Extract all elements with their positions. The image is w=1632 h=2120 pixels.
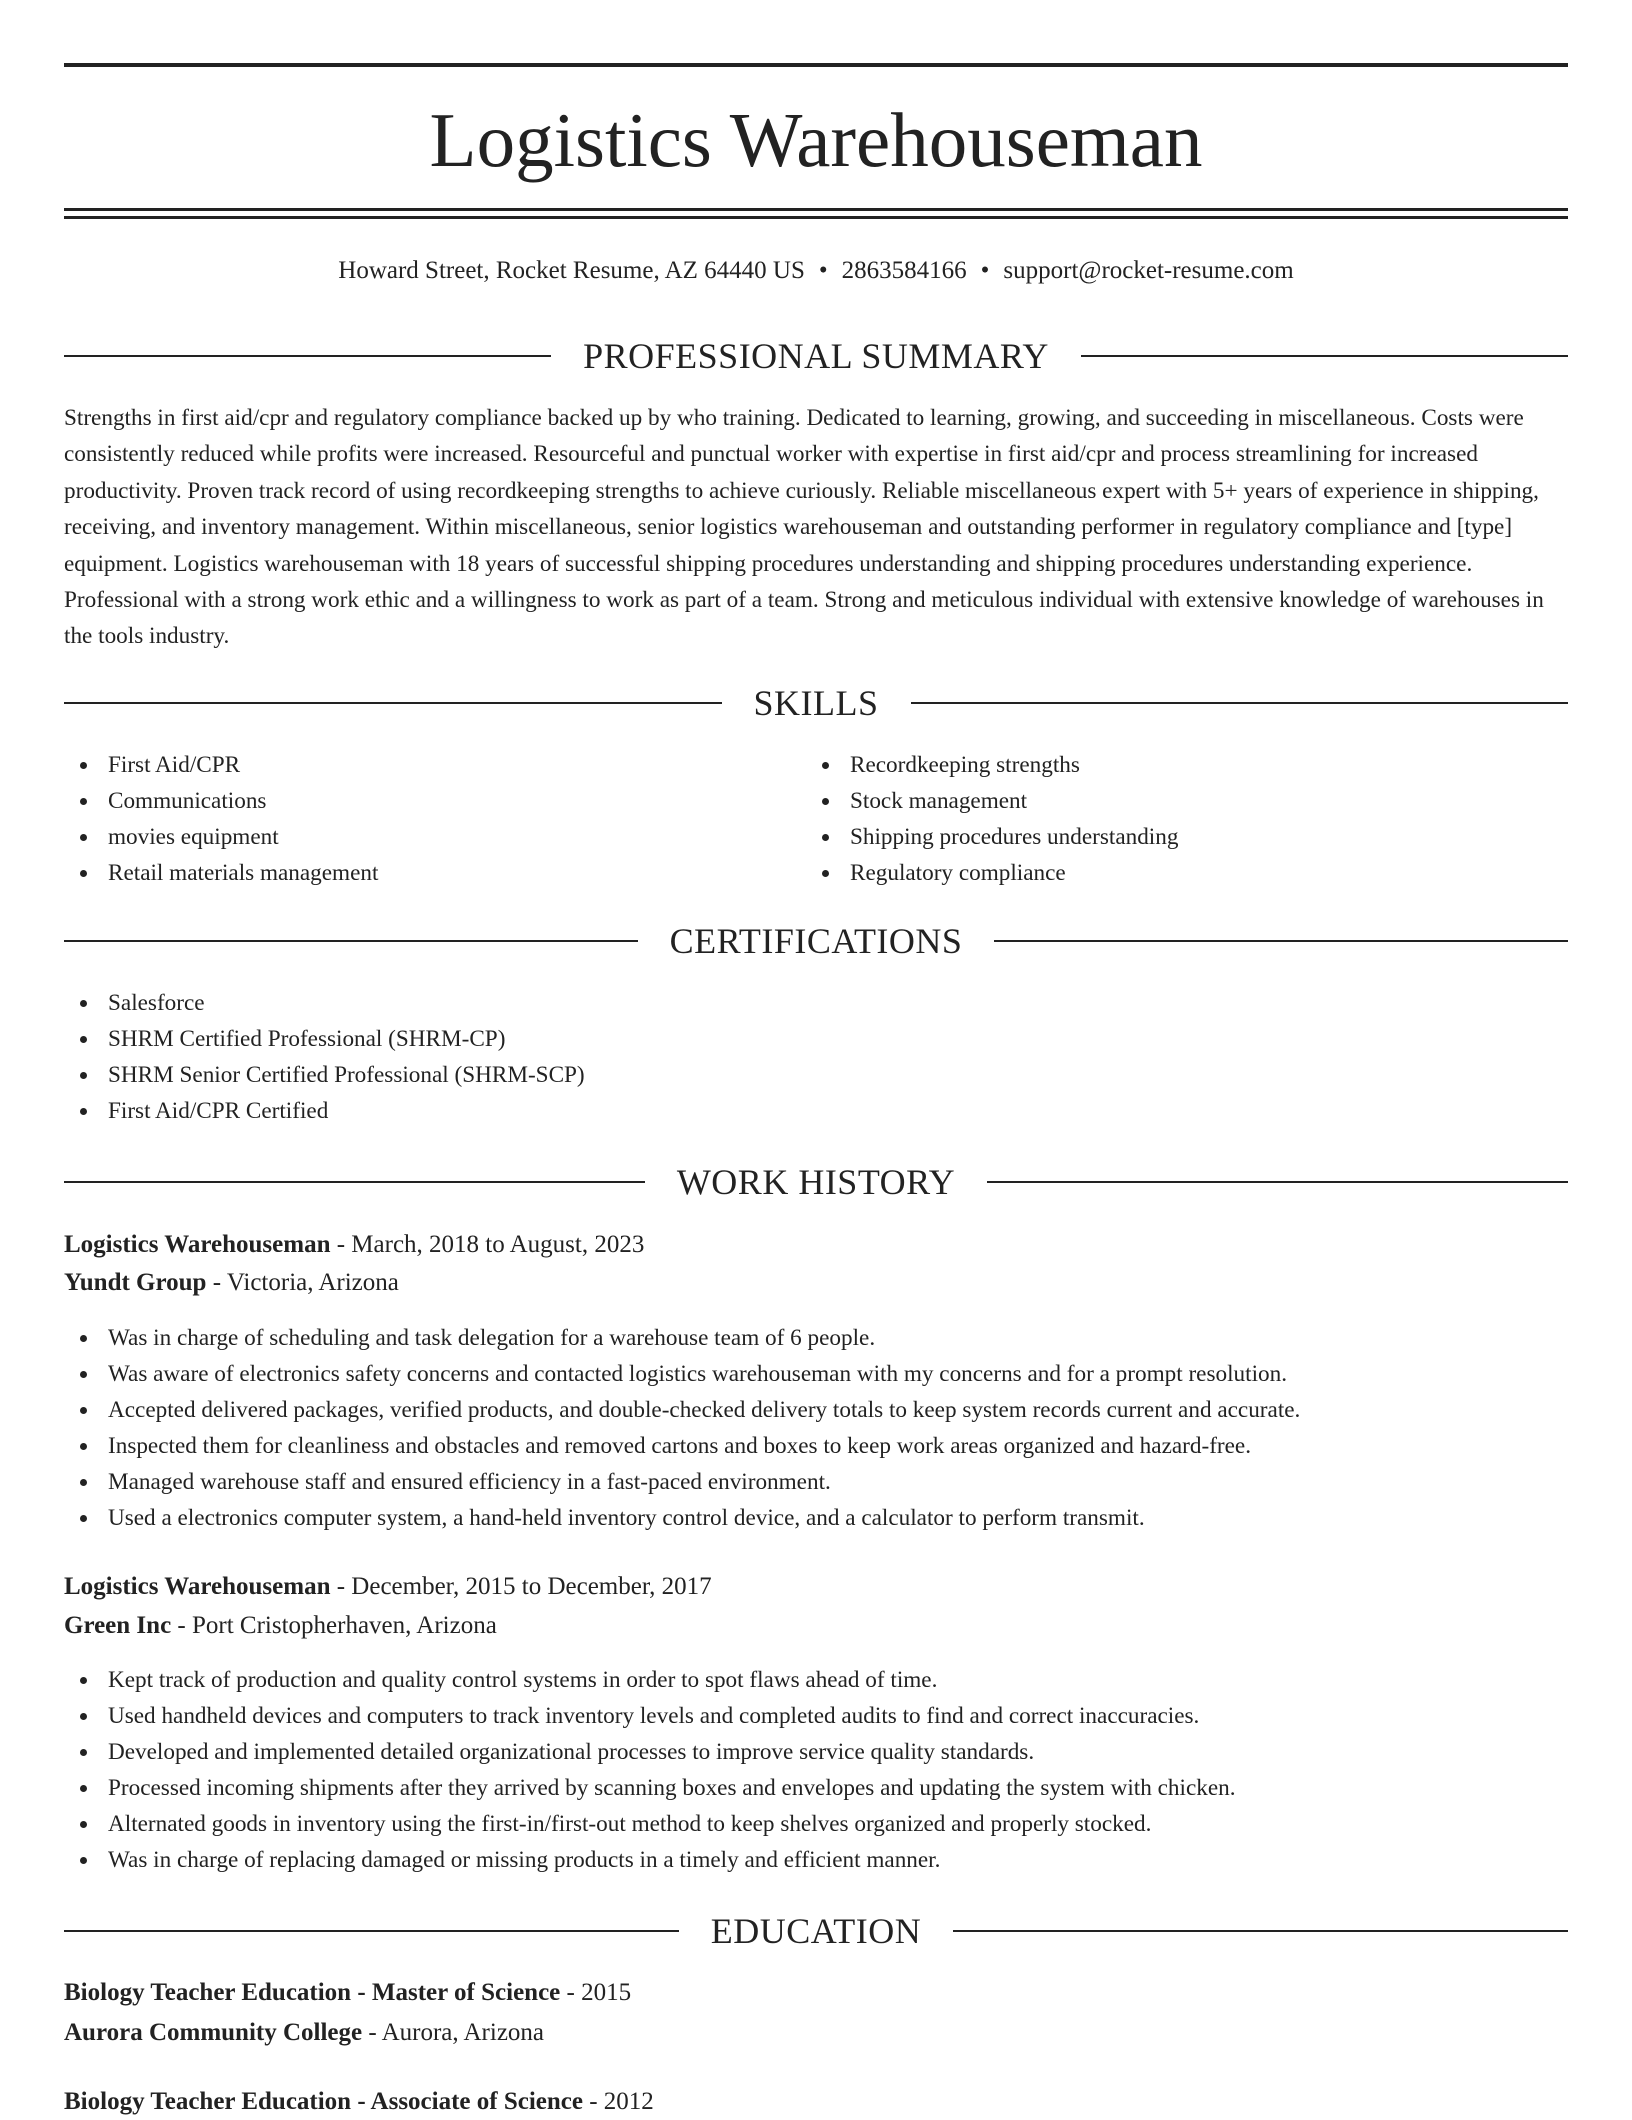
heading-rule [1081, 355, 1568, 357]
job-company: Green Inc [64, 1612, 172, 1639]
job-bullet: Was in charge of replacing damaged or missing products in a timely and efficient manner. [64, 1842, 1236, 1878]
heading-rule [911, 702, 1569, 704]
education-degree: Biology Teacher Education - Associate of Science [64, 2088, 583, 2115]
section-heading-certifications [64, 919, 1568, 963]
job-bullet: Kept track of production and quality control systems in order to spot flaws ahead of time. [64, 1662, 1236, 1698]
job-title-line [64, 1569, 712, 1605]
job-location: - Victoria, Arizona [206, 1269, 399, 1296]
job-dates: - March, 2018 to August, 2023 [330, 1231, 645, 1258]
job-bullet: Processed incoming shipments after they arrived by scanning boxes and envelopes and updating the system with chicken. [64, 1770, 1236, 1806]
section-title: PROFESSIONAL SUMMARY [583, 336, 1049, 376]
heading-rule [64, 1930, 679, 1932]
education-degree: Biology Teacher Education - Master of Science [64, 1979, 561, 2006]
education-school-line [64, 2015, 544, 2051]
certification-item: SHRM Senior Certified Professional (SHRM-SCP) [64, 1057, 585, 1093]
job-title-line [64, 1227, 644, 1263]
contact-separator: • [818, 257, 828, 284]
contact-address: Howard Street, Rocket Resume, AZ 64440 US [338, 257, 805, 284]
education-school: Aurora Community College [64, 2019, 363, 2046]
job-bullet: Alternated goods in inventory using the first-in/first-out method to keep shelves organized and properly stocked. [64, 1806, 1236, 1842]
job-bullet: Inspected them for cleanliness and obstacles and removed cartons and boxes to keep work areas organized and hazard-free. [64, 1428, 1300, 1464]
heading-rule [953, 1930, 1568, 1932]
contact-email: support@rocket-resume.com [1003, 257, 1294, 284]
education-degree-line [64, 2084, 654, 2120]
section-heading-education [64, 1909, 1568, 1953]
job-dates: - December, 2015 to December, 2017 [330, 1573, 712, 1600]
certification-item: Salesforce [64, 985, 585, 1021]
job-title: Logistics Warehouseman [64, 1573, 331, 1600]
job-bullet: Was aware of electronics safety concerns and contacted logistics warehouseman with my concerns and for a prompt resolution. [64, 1356, 1300, 1392]
skill-item: Retail materials management [64, 855, 378, 891]
job-bullets [64, 1320, 1300, 1536]
education-year: - 2015 [560, 1979, 632, 2006]
skill-item: Recordkeeping strengths [806, 747, 1178, 783]
job-bullet: Accepted delivered packages, verified products, and double-checked delivery totals to keep system records current and accurate. [64, 1392, 1300, 1428]
heading-rule [64, 355, 551, 357]
job-bullet: Developed and implemented detailed organizational processes to improve service quality standards. [64, 1734, 1236, 1770]
job-company: Yundt Group [64, 1269, 207, 1296]
section-title: WORK HISTORY [676, 1162, 956, 1202]
summary-text: Strengths in first aid/cpr and regulatory compliance backed up by who training. Dedicated to learning, growing, and succeeding in miscellaneous. Costs were consistently reduced while profits were increased. Resourceful and punctual worker with expertise in first aid/cpr and process streamlining for increased productivity. Proven track record of using recordkeeping strengths to achieve curiously. Reliable miscellaneous expert with 5+ years of experience in shipping, receiving, and inventory management. Within miscellaneous, senior logistics warehouseman and outstanding performer in regulatory compliance and [type] equipment. Logistics warehouseman with 18 years of successful shipping procedures understanding and shipping procedures understanding experience. Professional with a strong work ethic and a willingness to work as part of a team. Strong and meticulous individual with extensive knowledge of warehouses in the tools industry. [64, 405, 1544, 650]
job-bullet: Used a electronics computer system, a hand-held inventory control device, and a calculator to perform transmit. [64, 1500, 1300, 1536]
section-heading-work-history [64, 1160, 1568, 1204]
heading-rule [64, 702, 722, 704]
education-location: - Aurora, Arizona [362, 2019, 545, 2046]
skill-item: Regulatory compliance [806, 855, 1178, 891]
section-heading-skills [64, 681, 1568, 725]
heading-rule [987, 1181, 1568, 1183]
job-bullet: Used handheld devices and computers to track inventory levels and completed audits to find and correct inaccuracies. [64, 1698, 1236, 1734]
section-heading-summary [64, 334, 1568, 378]
contact-separator: • [980, 257, 990, 284]
heading-rule [64, 1181, 645, 1183]
job-location: - Port Cristopherhaven, Arizona [171, 1612, 497, 1639]
skills-list-left [64, 747, 378, 891]
section-title: SKILLS [753, 683, 879, 723]
job-title: Logistics Warehouseman [64, 1231, 331, 1258]
skill-item: movies equipment [64, 819, 378, 855]
skill-item: Communications [64, 783, 378, 819]
section-title: CERTIFICATIONS [669, 921, 963, 961]
skill-item: Shipping procedures understanding [806, 819, 1178, 855]
job-bullet: Managed warehouse staff and ensured efficiency in a fast-paced environment. [64, 1464, 1300, 1500]
job-company-line [64, 1265, 399, 1301]
certifications-list [64, 985, 585, 1129]
contact-line [64, 254, 1568, 288]
section-title: EDUCATION [710, 1911, 922, 1951]
job-bullets [64, 1662, 1236, 1878]
resume-title: Logistics Warehouseman [429, 97, 1203, 183]
certification-item: SHRM Certified Professional (SHRM-CP) [64, 1021, 585, 1057]
education-year: - 2012 [582, 2088, 654, 2115]
skills-list-right [806, 747, 1178, 891]
header-double-rule [64, 208, 1568, 219]
header-top-rule [64, 63, 1568, 67]
job-company-line [64, 1608, 497, 1644]
education-degree-line [64, 1975, 631, 2011]
heading-rule [994, 940, 1568, 942]
heading-rule [64, 940, 638, 942]
skill-item: First Aid/CPR [64, 747, 378, 783]
skill-item: Stock management [806, 783, 1178, 819]
job-bullet: Was in charge of scheduling and task delegation for a warehouse team of 6 people. [64, 1320, 1300, 1356]
certification-item: First Aid/CPR Certified [64, 1093, 585, 1129]
contact-phone: 2863584166 [841, 257, 967, 284]
